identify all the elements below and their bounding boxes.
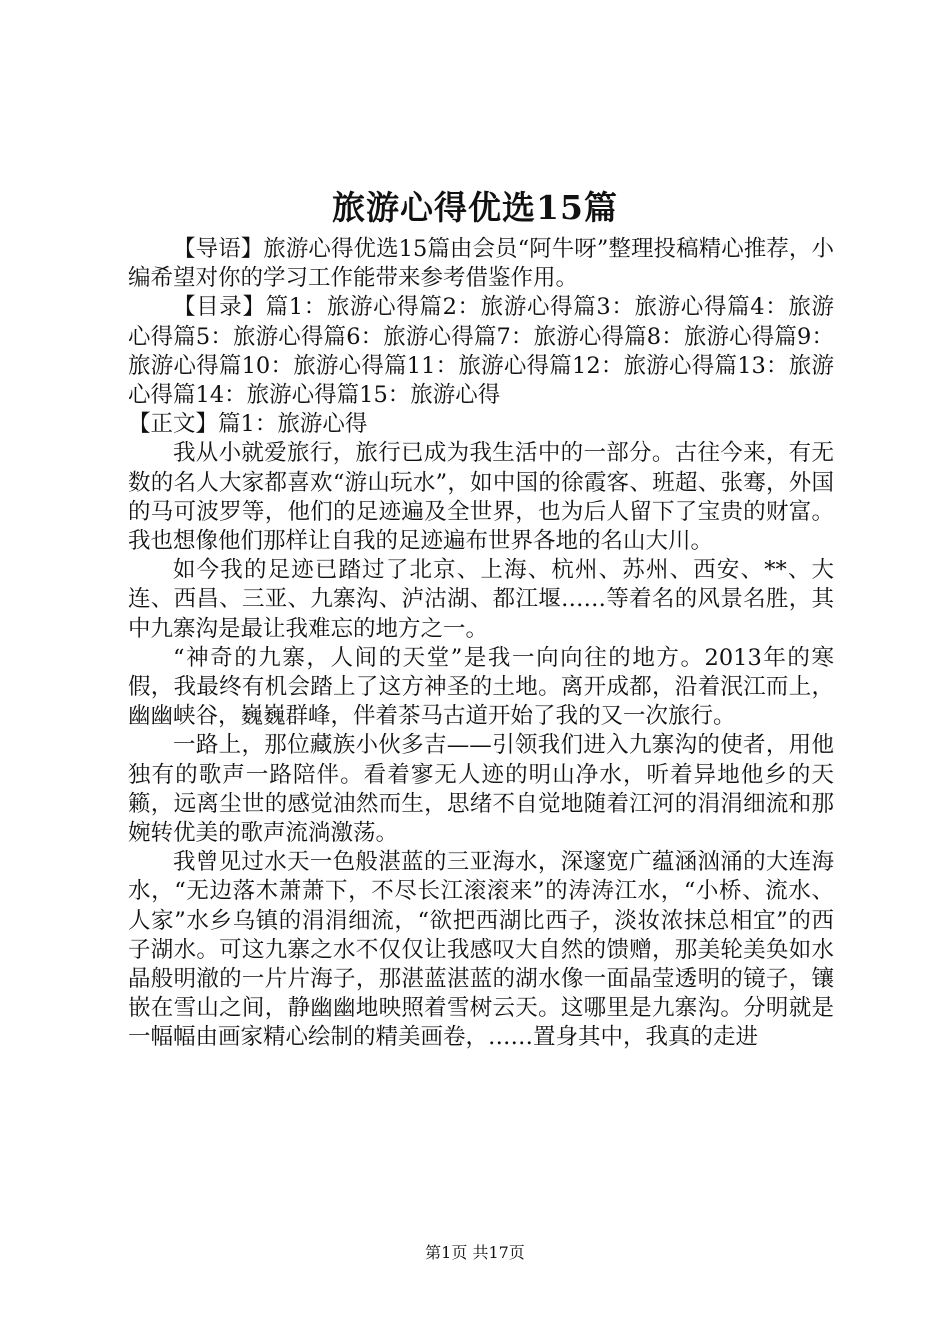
- paragraph: 如今我的足迹已踏过了北京、上海、杭州、苏州、西安、**、大连、西昌、三亚、九寨沟、泸沽湖、都江堰……等着名的风景名胜，其中九寨沟是最让我难忘的地方之一。: [128, 557, 834, 642]
- paragraph: “神奇的九寨，人间的天堂”是我一向向往的地方。2013年的寒假，我最终有机会踏上了这方神圣的土地。离开成都，沿着泯江而上，幽幽峡谷，巍巍群峰，伴着茶马古道开始了我的又一次旅行。: [128, 644, 834, 730]
- paragraph-intro: 【导语】旅游心得优选15篇由会员“阿牛呀”整理投稿精心推荐，小编希望对你的学习工作能带来参考借鉴作用。: [128, 236, 834, 292]
- document-title: 旅游心得优选15篇: [332, 188, 618, 227]
- paragraph: 我从小就爱旅行，旅行已成为我生活中的一部分。古往今来，有无数的名人大家都喜欢“游山玩水”，如中国的徐霞客、班超、张骞，外国的马可波罗等，他们的足迹遍及全世界，也为后人留下了宝贵的财富。我也想像他们那样让自我的足迹遍布世界各地的名山大川。: [128, 440, 834, 555]
- paragraph: 一路上，那位藏族小伙多吉——引领我们进入九寨沟的使者，用他独有的歌声一路陪伴。看着寥无人迹的明山净水，听着异地他乡的天籁，远离尘世的感觉油然而生，思绪不自觉地随着江河的涓涓细流和那婉转优美的歌声流淌激荡。: [128, 732, 834, 847]
- document-body: [128, 235, 834, 1053]
- page-number-footer: 第1页 共17页: [425, 1243, 525, 1262]
- paragraph-toc: 【目录】篇1：旅游心得篇2：旅游心得篇3：旅游心得篇4：旅游心得篇5：旅游心得篇6：旅游心得篇7：旅游心得篇8：旅游心得篇9：旅游心得篇10：旅游心得篇11：旅游心得篇12：旅游心得篇13：旅游心得篇14：旅游心得篇15：旅游心得: [128, 294, 834, 409]
- paragraph-body-heading: 【正文】篇1：旅游心得: [128, 411, 368, 438]
- paragraph: 我曾见过水天一色般湛蓝的三亚海水，深邃宽广蕴涵汹涌的大连海水，“无边落木萧萧下，不尽长江滚滚来”的涛涛江水，“小桥、流水、人家”水乡乌镇的涓涓细流，“欲把西湖比西子，淡妆浓抹总相宜”的西子湖水。可这九寨之水不仅仅让我感叹大自然的馈赠，那美轮美奂如水晶般明澈的一片片海子，那湛蓝湛蓝的湖水像一面晶莹透明的镜子，镶嵌在雪山之间，静幽幽地映照着雪树云天。这哪里是九寨沟。分明就是一幅幅由画家精心绘制的精美画卷，……置身其中，我真的走进: [128, 849, 834, 1051]
